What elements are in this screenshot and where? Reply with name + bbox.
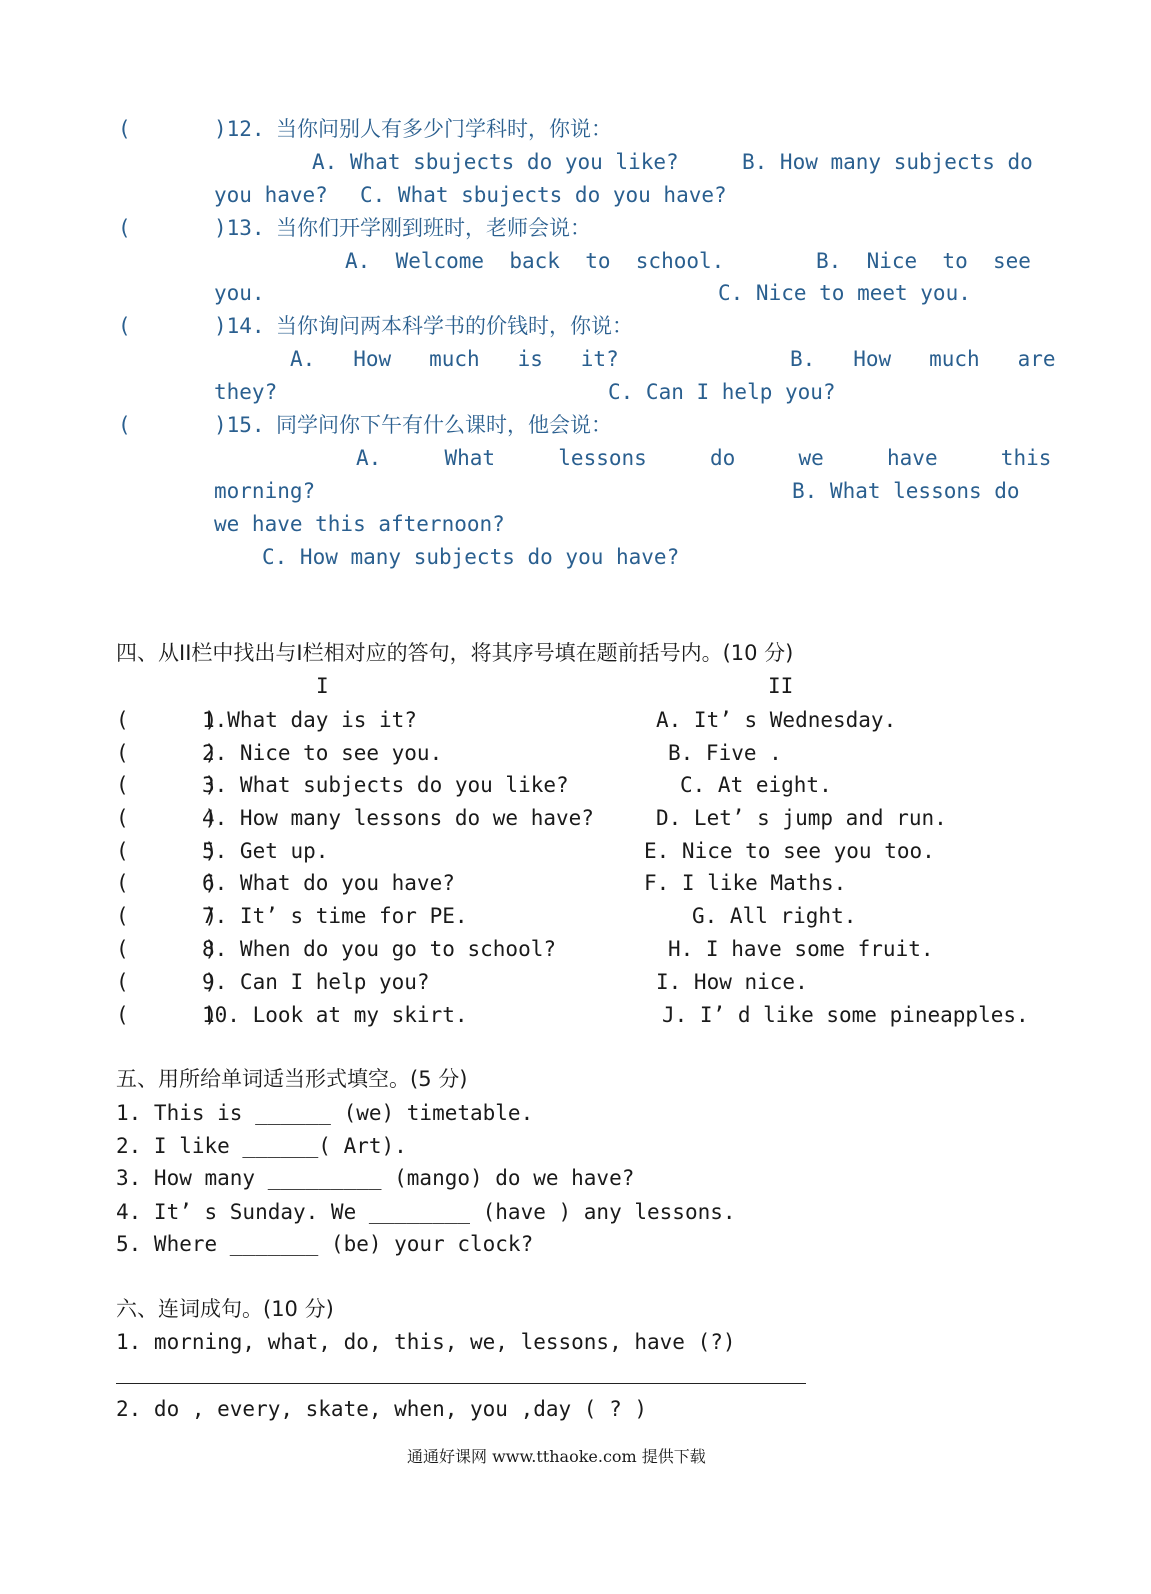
option-a: A. What sbujects do you like?: [312, 150, 679, 174]
answer-paren: (: [118, 117, 131, 141]
option-b-continued: you.: [214, 281, 265, 305]
option-b-continued: they?: [214, 380, 278, 404]
option-a-continued: morning?: [214, 479, 316, 503]
fill-item: 1. This is ______ (we) timetable.: [116, 1101, 534, 1125]
match-answer: I. How nice.: [656, 970, 808, 994]
fill-item: 5. Where _______ (be) your clock?: [116, 1232, 534, 1256]
answer-line: [116, 1383, 806, 1384]
option-c: C. Can I help you?: [608, 380, 836, 404]
question-number: )14.: [214, 314, 265, 338]
option-a: A. Welcome back to school.: [345, 249, 725, 273]
option-b: B. How many subjects do: [742, 150, 1033, 174]
question-prompt: 当你们开学刚到班时，老师会说：: [276, 216, 591, 240]
option-b: B. Nice to see: [816, 249, 1031, 273]
answer-paren[interactable]: ( ): [116, 904, 218, 928]
answer-paren: (: [118, 413, 131, 437]
fill-item: 2. I like ______( Art).: [116, 1134, 407, 1158]
option-a: A. What lessons do we have this: [356, 446, 1052, 470]
question-number: )13.: [214, 216, 265, 240]
match-answer: A. It’ s Wednesday.: [656, 708, 897, 732]
fill-item: 4. It’ s Sunday. We ________ (have ) any lessons.: [116, 1200, 736, 1224]
option-c: C. How many subjects do you have?: [262, 545, 680, 569]
ordering-item: 1. morning, what, do, this, we, lessons, have (?): [116, 1330, 736, 1354]
answer-paren[interactable]: ( ): [116, 741, 218, 765]
match-question: 6. What do you have?: [202, 871, 455, 895]
section-heading: 六、连词成句。(10 分): [116, 1297, 334, 1321]
answer-paren: (: [118, 314, 131, 338]
option-c: C. What sbujects do you have?: [360, 183, 727, 207]
option-b-continued: you have?: [214, 183, 328, 207]
section-heading: 四、从II栏中找出与I栏相对应的答句，将其序号填在题前括号内。(10 分): [116, 641, 794, 665]
ordering-item: 2. do , every, skate, when, you ,day ( ? ): [116, 1397, 648, 1421]
match-question: 9. Can I help you?: [202, 970, 430, 994]
option-b: B. What lessons do: [792, 479, 1020, 503]
match-answer: D. Let’ s jump and run.: [656, 806, 947, 830]
option-b-continued: we have this afternoon?: [214, 512, 505, 536]
answer-paren[interactable]: ( ): [116, 708, 218, 732]
match-question: 5. Get up.: [202, 839, 329, 863]
match-answer: G. All right.: [692, 904, 857, 928]
answer-paren[interactable]: ( ): [116, 806, 218, 830]
match-question: 10. Look at my skirt.: [202, 1003, 468, 1027]
match-answer: B. Five .: [668, 741, 782, 765]
match-question: 3. What subjects do you like?: [202, 773, 569, 797]
column-label-i: I: [316, 674, 329, 698]
question-prompt: 当你询问两本科学书的价钱时，你说：: [276, 314, 633, 338]
question-number: )15.: [214, 413, 265, 437]
match-question: 4. How many lessons do we have?: [202, 806, 594, 830]
column-label-ii: II: [768, 674, 794, 698]
footer-text: 通通好课网 www.tthaoke.com 提供下载: [407, 1447, 706, 1466]
match-answer: F. I like Maths.: [644, 871, 847, 895]
answer-paren[interactable]: ( ): [116, 871, 218, 895]
answer-paren[interactable]: ( ): [116, 970, 218, 994]
answer-paren[interactable]: ( ): [116, 937, 218, 961]
answer-paren[interactable]: ( ): [116, 1003, 218, 1027]
match-question: 2. Nice to see you.: [202, 741, 443, 765]
match-answer: E. Nice to see you too.: [644, 839, 935, 863]
section-heading: 五、用所给单词适当形式填空。(5 分): [116, 1067, 468, 1091]
match-question: 8. When do you go to school?: [202, 937, 557, 961]
answer-paren[interactable]: ( ): [116, 773, 218, 797]
answer-paren: (: [118, 216, 131, 240]
question-prompt: 同学问你下午有什么课时，他会说：: [276, 413, 612, 437]
fill-item: 3. How many _________ (mango) do we have?: [116, 1166, 635, 1190]
answer-paren[interactable]: ( ): [116, 839, 218, 863]
match-question: 1.What day is it?: [202, 708, 417, 732]
question-prompt: 当你问别人有多少门学科时，你说：: [276, 117, 612, 141]
match-answer: J. I’ d like some pineapples.: [662, 1003, 1029, 1027]
match-question: 7. It’ s time for PE.: [202, 904, 468, 928]
option-a: A. How much is it?: [290, 347, 619, 371]
match-answer: H. I have some fruit.: [668, 937, 934, 961]
match-answer: C. At eight.: [680, 773, 832, 797]
option-c: C. Nice to meet you.: [718, 281, 971, 305]
question-number: )12.: [214, 117, 265, 141]
option-b: B. How much are: [790, 347, 1056, 371]
